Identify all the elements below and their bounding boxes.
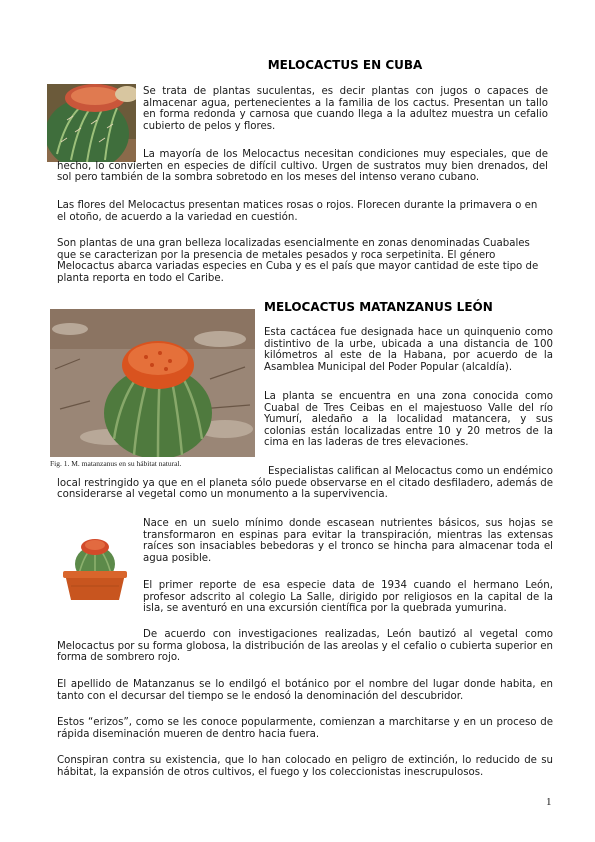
intro-paragraph-3: Las flores del Melocactus presentan matices rosas o rojos. Florecen durante la primavera o en el otoño, de acuerdo a la variedad en cuestión. [57,200,538,223]
section-paragraph-1: Esta cactácea fue designada hace un quinquenio como distintivo de la urbe, ubicada a una distancia de 100 kilómetros al este de la Habana, por acuerdo de la Asamblea Municipal del Poder Popular (alcaldía). [264,327,553,373]
section-paragraph-6: De acuerdo con investigaciones realizadas, León bautizó al vegetal como Melocactus por su forma globosa, la distribución de las areolas y el cefalio o cubierta superior en forma de sombrero rojo. [57,629,553,664]
section-paragraph-3: Especialistas califican al Melocactus como un endémico local restringido ya que en el planeta sólo puede observarse en el citado desfiladero, además de considerarse al vegetal como un monumento a la supervivencia. [57,466,553,501]
potted-cactus-image [57,516,137,602]
intro-paragraph-4: Son plantas de una gran belleza localizadas esencialmente en zonas denominadas Cuabales que se caracterizan por la presencia de metales pesados y roca serpetinita. El género Melocactus abarca variadas especies en Cuba y es el país que mayor cantidad de este tipo de planta reporta en todo el Caribe. [57,238,539,284]
page-title: MELOCACTUS EN CUBA [267,58,423,72]
section-paragraph-7: El apellido de Matanzanus se lo endilgó el botánico por el nombre del lugar donde habita, en tanto con el decursar del tiempo se le endosó la denominación del descubridor. [57,679,553,702]
section-paragraph-5: El primer reporte de esa especie data de 1934 cuando el hermano León, profesor adscrito al colegio La Salle, dirigido por religiosos en la capital de la isla, se aventuró en una excursión científica por la quebrada yumurina. [143,580,553,615]
cactus-habitat-image [50,309,255,457]
intro-paragraph-1: Se trata de plantas suculentas, es decir plantas con jugos o capaces de almacenar agua, pertenecientes a la familia de los cactus. Presentan un tallo en forma redonda y carnosa que cuando llega a la adultez muestra un cefalio cubierto de pelos y flores. [143,86,548,132]
page-number: 1 [546,796,552,808]
section-paragraph-2: La planta se encuentra en una zona conocida como Cuabal de Tres Ceibas en el majestuoso Valle del río Yumurí, aledaño a la localidad matancera, y sus colonias están localizadas entre 10 y 20 metros de la cima en las laderas de tres elevaciones. [264,391,553,449]
intro-paragraph-2: La mayoría de los Melocactus necesitan condiciones muy especiales, que de hecho, lo convierten en especies de difícil cultivo. Urgen de sustratos muy bien drenados, del sol pero también de la sombra sobretodo en los meses del intenso verano cubano. [57,149,548,184]
section-heading: MELOCACTUS MATANZANUS LEÓN [264,300,493,314]
section-paragraph-8: Estos “erizos”, como se les conoce popularmente, comienzan a marchitarse y en un proceso de rápida diseminación mueren de dentro hacia fuera. [57,717,553,740]
section-paragraph-9: Conspiran contra su existencia, que lo han colocado en peligro de extinción, lo reducido de su hábitat, la expansión de otros cultivos, el fuego y los coleccionistas inescrupulosos. [57,755,553,778]
habitat-image-caption: Fig. 1. M. matanzanus en su hábitat natural. [50,459,182,468]
section-paragraph-4: Nace en un suelo mínimo donde escasean nutrientes básicos, sus hojas se transformaron en espinas para evitar la transpiración, mientras las extensas raíces son insaciables bebedoras y el tronco se hincha para almacenar toda el agua posible. [143,518,553,564]
